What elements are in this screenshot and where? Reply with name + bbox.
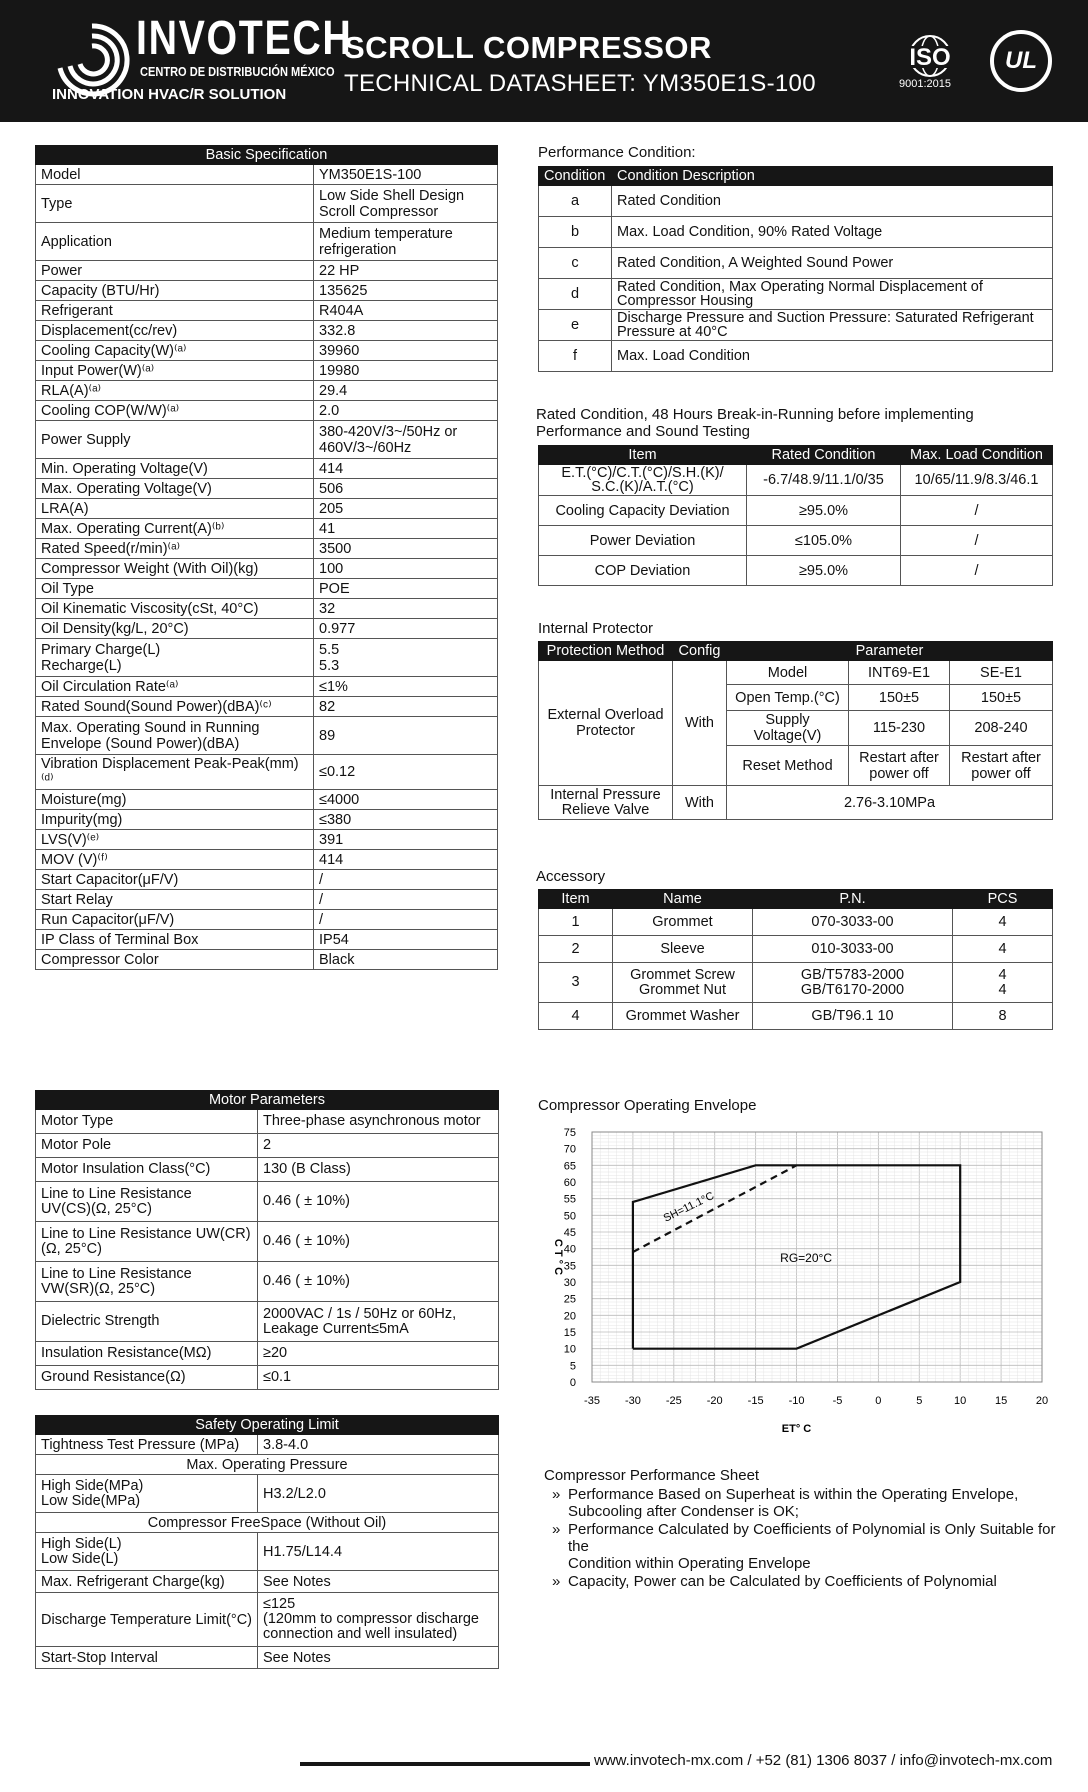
spec-value: 29.4: [314, 381, 498, 401]
condition-description: Rated Condition, Max Operating Normal Displacement of Compressor Housing: [612, 279, 1053, 310]
perf-sheet-item: [544, 1486, 1064, 1520]
max-load-value: /: [901, 526, 1053, 556]
protector-header: Parameter: [727, 642, 1053, 661]
rated-value: ≥95.0%: [747, 496, 901, 526]
rated-item: Power Deviation: [539, 526, 747, 556]
motor-row: [36, 1342, 499, 1366]
startstop-value: See Notes: [258, 1647, 499, 1669]
condition-code: f: [539, 341, 612, 372]
accessory-header: PCS: [953, 890, 1053, 909]
rated-row: [539, 526, 1053, 556]
y-tick-label: 40: [563, 1243, 576, 1256]
accessory-pn: GB/T96.1 10: [753, 1003, 953, 1030]
spec-row: [36, 559, 498, 579]
protector-table: [538, 641, 1053, 820]
y-tick-label: 5: [569, 1360, 576, 1373]
chart-title: Compressor Operating Envelope: [538, 1097, 757, 1114]
motor-params-title: Motor Parameters: [36, 1091, 499, 1110]
accessory-row: [539, 1003, 1053, 1030]
max-pressure-title: Max. Operating Pressure: [36, 1455, 499, 1475]
y-tick-label: 25: [563, 1293, 576, 1306]
accessory-header: Item: [539, 890, 613, 909]
perf-sheet-text: Capacity, Power can be Calculated by Coefficients of Polynomial: [568, 1573, 997, 1590]
motor-label: Line to Line Resistance UV(CS)(Ω, 25°C): [36, 1182, 258, 1222]
spec-row: [36, 185, 498, 223]
spec-row: [36, 619, 498, 639]
motor-row: [36, 1110, 499, 1134]
accessory-pcs: 8: [953, 1003, 1053, 1030]
spec-row: [36, 950, 498, 970]
spec-row: [36, 830, 498, 850]
accessory-row: [539, 909, 1053, 936]
condition-row: [539, 341, 1053, 372]
param-value: 150±5: [849, 685, 950, 711]
accessory-pcs: 4: [953, 909, 1053, 936]
x-tick-label: 0: [875, 1395, 882, 1407]
spec-label: Max. Operating Current(A)⁽ᵇ⁾: [36, 519, 314, 539]
rated-value: ≤105.0%: [747, 526, 901, 556]
condition-code: c: [539, 248, 612, 279]
param-value: Restart after power off: [849, 746, 950, 786]
footer-rule: [300, 1762, 590, 1766]
spec-value: 39960: [314, 341, 498, 361]
spec-row: [36, 639, 498, 677]
motor-row: [36, 1222, 499, 1262]
accessory-pn: 010-3033-00: [753, 936, 953, 963]
motor-value: 0.46 ( ± 10%): [258, 1222, 499, 1262]
spec-label: Min. Operating Voltage(V): [36, 459, 314, 479]
spec-label: Rated Speed(r/min)⁽ᵃ⁾: [36, 539, 314, 559]
superheat-annotation: SH=11.1°C: [661, 1189, 717, 1225]
spec-value: 0.977: [314, 619, 498, 639]
spec-row: [36, 810, 498, 830]
spec-label: Oil Kinematic Viscosity(cSt, 40°C): [36, 599, 314, 619]
spec-row: [36, 499, 498, 519]
perf-sheet-text: Performance Based on Superheat is within the Operating Envelope, Subcooling after Condenser is OK;: [568, 1486, 1019, 1520]
internal-valve-value: 2.76-3.10MPa: [727, 786, 1053, 820]
spec-value: /: [314, 890, 498, 910]
internal-valve-label: Internal Pressure Relieve Valve: [539, 786, 673, 820]
rated-row: [539, 556, 1053, 586]
brand-name: INVOTECH: [136, 12, 353, 65]
spec-value: /: [314, 870, 498, 890]
discharge-value: ≤125 (120mm to compressor discharge connection and well insulated): [258, 1593, 499, 1647]
iso-cert: 9001:2015: [899, 78, 951, 90]
brand-subtitle: CENTRO DE DISTRIBUCIÓN MÉXICO: [140, 64, 335, 79]
operating-envelope-chart: [540, 1120, 1060, 1460]
spec-value: 380-420V/3~/50Hz or 460V/3~/60Hz: [314, 421, 498, 459]
motor-label: Dielectric Strength: [36, 1302, 258, 1342]
motor-row: [36, 1262, 499, 1302]
param-name: Supply Voltage(V): [727, 711, 849, 746]
spec-value: 332.8: [314, 321, 498, 341]
safety-limit-table: [35, 1415, 499, 1669]
rated-title: Rated Condition, 48 Hours Break-in-Running before implementing Performance and Sound Testing: [536, 406, 974, 440]
envelope-annotation: RG=20°C: [780, 1251, 833, 1265]
spec-row: [36, 717, 498, 755]
motor-label: Ground Resistance(Ω): [36, 1366, 258, 1390]
motor-row: [36, 1134, 499, 1158]
spec-label: Refrigerant: [36, 301, 314, 321]
spec-label: LVS(V)⁽ᵉ⁾: [36, 830, 314, 850]
y-tick-label: 75: [563, 1127, 576, 1139]
bullet-icon: »: [552, 1573, 561, 1590]
x-tick-label: 5: [916, 1395, 923, 1407]
accessory-pn: GB/T5783-2000 GB/T6170-2000: [753, 963, 953, 1003]
spec-value: POE: [314, 579, 498, 599]
motor-value: 0.46 ( ± 10%): [258, 1262, 499, 1302]
x-tick-label: -30: [624, 1395, 641, 1407]
y-tick-label: 20: [563, 1310, 576, 1323]
y-tick-label: 55: [563, 1193, 576, 1206]
condition-code: a: [539, 186, 612, 217]
accessory-item: 1: [539, 909, 613, 936]
param-value: SE-E1: [950, 661, 1053, 685]
spec-label: Cooling COP(W/W)⁽ᵃ⁾: [36, 401, 314, 421]
y-tick-label: 30: [563, 1277, 576, 1289]
spec-value: 391: [314, 830, 498, 850]
accessory-name: Grommet Screw Grommet Nut: [613, 963, 753, 1003]
rated-value: -6.7/48.9/11.1/0/35: [747, 465, 901, 496]
spec-value: Medium temperature refrigeration: [314, 223, 498, 261]
param-value: INT69-E1: [849, 661, 950, 685]
protector-header: Config: [673, 642, 727, 661]
rated-row: [539, 496, 1053, 526]
motor-label: Motor Pole: [36, 1134, 258, 1158]
spec-value: ≤0.12: [314, 755, 498, 790]
freespace-title: Compressor FreeSpace (Without Oil): [36, 1513, 499, 1533]
spec-value: 205: [314, 499, 498, 519]
safety-limit-title: Safety Operating Limit: [36, 1416, 499, 1435]
y-tick-label: 65: [563, 1160, 576, 1173]
spec-value: 89: [314, 717, 498, 755]
spec-value: 414: [314, 459, 498, 479]
spec-label: Model: [36, 165, 314, 185]
spec-label: Application: [36, 223, 314, 261]
accessory-header: Name: [613, 890, 753, 909]
spec-row: [36, 223, 498, 261]
spec-value: ≤380: [314, 810, 498, 830]
x-tick-label: -35: [584, 1395, 600, 1407]
accessory-header: P.N.: [753, 890, 953, 909]
spec-value: /: [314, 910, 498, 930]
accessory-pcs: 4: [953, 936, 1053, 963]
spec-row: [36, 459, 498, 479]
y-tick-label: 60: [563, 1177, 576, 1189]
accessory-title: Accessory: [536, 868, 606, 885]
perf-sheet-title: Compressor Performance Sheet: [544, 1467, 760, 1484]
spec-row: [36, 890, 498, 910]
freespace-label: High Side(L) Low Side(L): [36, 1533, 258, 1571]
accessory-row: [539, 963, 1053, 1003]
motor-params-table: [35, 1090, 499, 1390]
spec-row: [36, 519, 498, 539]
discharge-label: Discharge Temperature Limit(°C): [36, 1593, 258, 1647]
spec-row: [36, 281, 498, 301]
spec-label: Capacity (BTU/Hr): [36, 281, 314, 301]
spec-row: [36, 870, 498, 890]
spec-label: Oil Density(kg/L, 20°C): [36, 619, 314, 639]
accessory-pcs: 4 4: [953, 963, 1053, 1003]
param-name: Model: [727, 661, 849, 685]
spec-row: [36, 479, 498, 499]
y-tick-label: 10: [563, 1343, 576, 1356]
spec-value: Low Side Shell Design Scroll Compressor: [314, 185, 498, 223]
spec-value: 41: [314, 519, 498, 539]
perf-condition-table: [538, 166, 1053, 372]
spec-label: Displacement(cc/rev): [36, 321, 314, 341]
spec-label: Primary Charge(L) Recharge(L): [36, 639, 314, 677]
spec-value: 506: [314, 479, 498, 499]
spec-row: [36, 910, 498, 930]
spec-label: Start Relay: [36, 890, 314, 910]
accessory-name: Grommet Washer: [613, 1003, 753, 1030]
bullet-icon: »: [552, 1521, 561, 1538]
spec-label: Power Supply: [36, 421, 314, 459]
spec-label: Rated Sound(Sound Power)(dBA)⁽ᶜ⁾: [36, 697, 314, 717]
condition-description: Discharge Pressure and Suction Pressure: Saturated Refrigerant Pressure at 40°C: [612, 310, 1053, 341]
spec-value: YM350E1S-100: [314, 165, 498, 185]
y-axis-label: C T ° C: [552, 1238, 564, 1276]
spec-label: Compressor Color: [36, 950, 314, 970]
spec-value: R404A: [314, 301, 498, 321]
condition-code: d: [539, 279, 612, 310]
rated-value: ≥95.0%: [747, 556, 901, 586]
max-charge-label: Max. Refrigerant Charge(kg): [36, 1571, 258, 1593]
motor-label: Motor Type: [36, 1110, 258, 1134]
spec-label: Impurity(mg): [36, 810, 314, 830]
spec-value: ≤1%: [314, 677, 498, 697]
x-tick-label: -10: [788, 1395, 805, 1407]
rated-header: Max. Load Condition: [901, 446, 1053, 465]
perf-condition-header: Condition: [539, 167, 612, 186]
motor-label: Motor Insulation Class(°C): [36, 1158, 258, 1182]
condition-row: [539, 248, 1053, 279]
rated-item: COP Deviation: [539, 556, 747, 586]
basic-spec-title: Basic Specification: [36, 146, 498, 165]
param-name: Open Temp.(°C): [727, 685, 849, 711]
external-overload-config: With: [673, 661, 727, 786]
x-tick-label: 15: [994, 1395, 1008, 1407]
spec-row: [36, 697, 498, 717]
internal-valve-config: With: [673, 786, 727, 820]
spec-value: 32: [314, 599, 498, 619]
accessory-item: 3: [539, 963, 613, 1003]
bullet-icon: »: [552, 1486, 561, 1503]
perf-sheet-list: [544, 1486, 1064, 1591]
spec-row: [36, 755, 498, 790]
condition-row: [539, 279, 1053, 310]
spec-label: Moisture(mg): [36, 790, 314, 810]
param-value: Restart after power off: [950, 746, 1053, 786]
spec-label: Cooling Capacity(W)⁽ᵃ⁾: [36, 341, 314, 361]
spec-label: MOV (V)⁽ᶠ⁾: [36, 850, 314, 870]
spec-row: [36, 341, 498, 361]
motor-value: 2000VAC / 1s / 50Hz or 60Hz, Leakage Current≤5mA: [258, 1302, 499, 1342]
spec-row: [36, 165, 498, 185]
perf-sheet-item: [544, 1573, 1064, 1590]
x-tick-label: -25: [665, 1395, 682, 1407]
accessory-name: Sleeve: [613, 936, 753, 963]
spec-row: [36, 261, 498, 281]
page-title: SCROLL COMPRESSOR: [344, 30, 712, 65]
motor-value: 0.46 ( ± 10%): [258, 1182, 499, 1222]
pressure-label: High Side(MPa) Low Side(MPa): [36, 1475, 258, 1513]
spec-row: [36, 850, 498, 870]
y-tick-label: 70: [563, 1143, 576, 1156]
spec-label: LRA(A): [36, 499, 314, 519]
spec-value: 5.5 5.3: [314, 639, 498, 677]
spec-row: [36, 579, 498, 599]
motor-value: Three-phase asynchronous motor: [258, 1110, 499, 1134]
param-value: 115-230: [849, 711, 950, 746]
footer-contact: www.invotech-mx.com / +52 (81) 1306 8037 / info@invotech-mx.com: [594, 1752, 1053, 1769]
tightness-label: Tightness Test Pressure (MPa): [36, 1435, 258, 1455]
spec-label: Type: [36, 185, 314, 223]
spec-label: RLA(A)⁽ᵃ⁾: [36, 381, 314, 401]
x-axis-label: ET° C: [781, 1423, 812, 1435]
spec-row: [36, 361, 498, 381]
rated-header: Rated Condition: [747, 446, 901, 465]
spec-label: IP Class of Terminal Box: [36, 930, 314, 950]
spec-row: [36, 539, 498, 559]
spec-label: Oil Type: [36, 579, 314, 599]
x-tick-label: 20: [1035, 1395, 1049, 1407]
tightness-value: 3.8-4.0: [258, 1435, 499, 1455]
spec-row: [36, 301, 498, 321]
spec-value: 100: [314, 559, 498, 579]
x-tick-label: -15: [747, 1395, 764, 1407]
motor-value: 2: [258, 1134, 499, 1158]
spec-label: Oil Circulation Rate⁽ᵃ⁾: [36, 677, 314, 697]
accessory-item: 2: [539, 936, 613, 963]
page-subtitle: TECHNICAL DATASHEET: YM350E1S-100: [344, 70, 816, 97]
rated-condition-table: [538, 445, 1053, 586]
motor-value: ≥20: [258, 1342, 499, 1366]
condition-code: e: [539, 310, 612, 341]
motor-row: [36, 1182, 499, 1222]
basic-spec-table: [35, 145, 498, 970]
y-tick-label: 35: [563, 1260, 576, 1273]
motor-label: Line to Line Resistance UW(CR) (Ω, 25°C): [36, 1222, 258, 1262]
perf-sheet-item: [544, 1521, 1064, 1572]
spec-row: [36, 599, 498, 619]
iso-label: ISO: [909, 44, 951, 71]
spec-value: ≤4000: [314, 790, 498, 810]
max-load-value: 10/65/11.9/8.3/46.1: [901, 465, 1053, 496]
rated-row: [539, 465, 1053, 496]
spec-label: Max. Operating Voltage(V): [36, 479, 314, 499]
motor-value: 130 (B Class): [258, 1158, 499, 1182]
max-charge-value: See Notes: [258, 1571, 499, 1593]
spec-label: Power: [36, 261, 314, 281]
y-tick-label: 50: [563, 1210, 576, 1223]
spec-value: Black: [314, 950, 498, 970]
condition-description: Max. Load Condition: [612, 341, 1053, 372]
spec-row: [36, 930, 498, 950]
protector-title: Internal Protector: [538, 620, 654, 637]
x-tick-label: -20: [706, 1395, 723, 1407]
spec-row: [36, 381, 498, 401]
page-header: [0, 0, 1088, 122]
spec-label: Vibration Displacement Peak-Peak(mm)⁽ᵈ⁾: [36, 755, 314, 790]
rated-header: Item: [539, 446, 747, 465]
spec-value: 414: [314, 850, 498, 870]
max-load-value: /: [901, 556, 1053, 586]
spec-value: 22 HP: [314, 261, 498, 281]
brand-tagline: INNOVATION HVAC/R SOLUTION: [52, 86, 287, 103]
accessory-pn: 070-3033-00: [753, 909, 953, 936]
motor-label: Line to Line Resistance VW(SR)(Ω, 25°C): [36, 1262, 258, 1302]
spec-row: [36, 421, 498, 459]
condition-row: [539, 186, 1053, 217]
external-overload-label: External Overload Protector: [539, 661, 673, 786]
startstop-label: Start-Stop Interval: [36, 1647, 258, 1669]
spec-label: Input Power(W)⁽ᵃ⁾: [36, 361, 314, 381]
spec-value: 3500: [314, 539, 498, 559]
condition-description: Max. Load Condition, 90% Rated Voltage: [612, 217, 1053, 248]
condition-description: Rated Condition: [612, 186, 1053, 217]
spec-row: [36, 321, 498, 341]
x-tick-label: -5: [832, 1395, 843, 1407]
spec-label: Compressor Weight (With Oil)(kg): [36, 559, 314, 579]
y-tick-label: 45: [563, 1227, 576, 1239]
x-tick-label: 10: [954, 1395, 967, 1407]
y-tick-label: 15: [563, 1327, 576, 1339]
accessory-name: Grommet: [613, 909, 753, 936]
param-value: 208-240: [950, 711, 1053, 746]
param-name: Reset Method: [727, 746, 849, 786]
condition-row: [539, 217, 1053, 248]
accessory-row: [539, 936, 1053, 963]
spec-label: Start Capacitor(μF/V): [36, 870, 314, 890]
param-value: 150±5: [950, 685, 1053, 711]
motor-row: [36, 1158, 499, 1182]
spec-value: 135625: [314, 281, 498, 301]
spec-value: IP54: [314, 930, 498, 950]
spec-value: 2.0: [314, 401, 498, 421]
condition-code: b: [539, 217, 612, 248]
spec-row: [36, 790, 498, 810]
condition-description: Rated Condition, A Weighted Sound Power: [612, 248, 1053, 279]
rated-item: E.T.(°C)/C.T.(°C)/S.H.(K)/ S.C.(K)/A.T.(°C): [539, 465, 747, 496]
condition-row: [539, 310, 1053, 341]
motor-row: [36, 1366, 499, 1390]
spec-row: [36, 677, 498, 697]
y-tick-label: 0: [569, 1377, 576, 1389]
freespace-value: H1.75/L14.4: [258, 1533, 499, 1571]
spec-value: 19980: [314, 361, 498, 381]
ul-logo-icon: UL: [990, 30, 1052, 92]
max-load-value: /: [901, 496, 1053, 526]
spec-label: Run Capacitor(μF/V): [36, 910, 314, 930]
motor-label: Insulation Resistance(MΩ): [36, 1342, 258, 1366]
accessory-item: 4: [539, 1003, 613, 1030]
accessory-table: [538, 889, 1053, 1030]
motor-row: [36, 1302, 499, 1342]
pressure-value: H3.2/L2.0: [258, 1475, 499, 1513]
spec-value: 82: [314, 697, 498, 717]
spec-label: Max. Operating Sound in Running Envelope (Sound Power)(dBA): [36, 717, 314, 755]
spec-row: [36, 401, 498, 421]
rated-item: Cooling Capacity Deviation: [539, 496, 747, 526]
perf-condition-header: Condition Description: [612, 167, 1053, 186]
perf-sheet-text: Performance Calculated by Coefficients of Polynomial is Only Suitable for the Condition within Operating Envelope: [568, 1521, 1056, 1572]
perf-condition-title: Performance Condition:: [538, 144, 696, 161]
motor-value: ≤0.1: [258, 1366, 499, 1390]
protector-header: Protection Method: [539, 642, 673, 661]
